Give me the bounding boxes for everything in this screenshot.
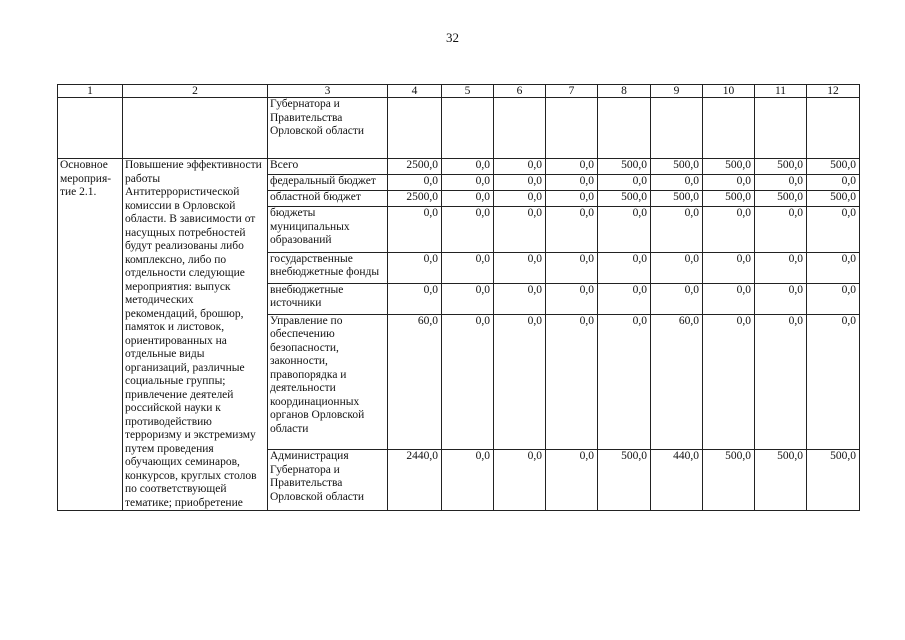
- source-cell: государственные внебюджетные фонды: [268, 252, 388, 283]
- value-cell: 60,0: [388, 314, 442, 449]
- value-cell: 0,0: [703, 252, 755, 283]
- value-cell: 0,0: [388, 252, 442, 283]
- value-cell: 0,0: [755, 207, 807, 253]
- header-cell: 11: [755, 85, 807, 98]
- value-cell: 0,0: [807, 207, 860, 253]
- value-cell: 0,0: [388, 283, 442, 314]
- value-cell: 0,0: [442, 283, 494, 314]
- value-cell: 0,0: [494, 159, 546, 175]
- value-cell: 500,0: [598, 450, 651, 511]
- empty-cell: [494, 98, 546, 159]
- source-cell: бюджеты муниципальных образований: [268, 207, 388, 253]
- value-cell: 500,0: [651, 191, 703, 207]
- value-cell: 0,0: [546, 175, 598, 191]
- empty-cell: [598, 98, 651, 159]
- header-cell: 9: [651, 85, 703, 98]
- value-cell: 0,0: [755, 175, 807, 191]
- header-cell: 6: [494, 85, 546, 98]
- value-cell: 0,0: [442, 450, 494, 511]
- header-cell: 12: [807, 85, 860, 98]
- value-cell: 0,0: [703, 207, 755, 253]
- empty-cell: [755, 98, 807, 159]
- value-cell: 500,0: [703, 159, 755, 175]
- value-cell: 0,0: [703, 283, 755, 314]
- header-cell: 3: [268, 85, 388, 98]
- source-cell: Управление по обеспечению безопасности, законности, правопорядка и деятельности координационных органов Орловской области: [268, 314, 388, 449]
- value-cell: 0,0: [494, 207, 546, 253]
- value-cell: 0,0: [442, 175, 494, 191]
- value-cell: 0,0: [442, 207, 494, 253]
- value-cell: 500,0: [598, 191, 651, 207]
- empty-cell: [388, 98, 442, 159]
- empty-cell: [58, 98, 123, 159]
- value-cell: 500,0: [755, 191, 807, 207]
- value-cell: 0,0: [807, 252, 860, 283]
- empty-cell: [807, 98, 860, 159]
- value-cell: 0,0: [651, 207, 703, 253]
- value-cell: 440,0: [651, 450, 703, 511]
- source-cell: Всего: [268, 159, 388, 175]
- value-cell: 0,0: [494, 175, 546, 191]
- value-cell: 500,0: [703, 450, 755, 511]
- value-cell: 0,0: [598, 252, 651, 283]
- value-cell: 0,0: [388, 175, 442, 191]
- value-cell: 0,0: [598, 207, 651, 253]
- value-cell: 0,0: [494, 314, 546, 449]
- value-cell: 0,0: [494, 450, 546, 511]
- source-cell: Администрация Губернатора и Правительства Орловской области: [268, 450, 388, 511]
- value-cell: 0,0: [546, 252, 598, 283]
- value-cell: 60,0: [651, 314, 703, 449]
- value-cell: 0,0: [807, 283, 860, 314]
- empty-cell: [546, 98, 598, 159]
- value-cell: 0,0: [494, 252, 546, 283]
- value-cell: 0,0: [651, 283, 703, 314]
- value-cell: 0,0: [442, 159, 494, 175]
- value-cell: 500,0: [755, 450, 807, 511]
- activity-description: Повышение эффективности работы Антитеррористической комиссии в Орловской области. В зависимости от насущных потребностей будут реализованы либо комплексно, либо по отдельности следующие мероприятия: выпуск методических рекомендаций, брошюр, памяток и листовок, ориентированных на отдельные виды организаций, различные социальные группы; привлечение деятелей российской науки к противодействию терроризму и экстремизму путем проведения обучающих семинаров, конкурсов, круглых столов по соответствующей тематике; приобретение: [123, 159, 268, 511]
- value-cell: 0,0: [546, 283, 598, 314]
- header-cell: 1: [58, 85, 123, 98]
- value-cell: 0,0: [651, 175, 703, 191]
- empty-cell: [703, 98, 755, 159]
- value-cell: 500,0: [703, 191, 755, 207]
- source-cell: федеральный бюджет: [268, 175, 388, 191]
- value-cell: 500,0: [598, 159, 651, 175]
- value-cell: 2500,0: [388, 191, 442, 207]
- value-cell: 0,0: [755, 252, 807, 283]
- value-cell: 0,0: [546, 450, 598, 511]
- header-cell: 8: [598, 85, 651, 98]
- value-cell: 0,0: [546, 314, 598, 449]
- value-cell: 0,0: [546, 191, 598, 207]
- value-cell: 0,0: [703, 175, 755, 191]
- table-body: [58, 85, 860, 511]
- header-cell: 10: [703, 85, 755, 98]
- budget-table: [57, 84, 860, 511]
- value-cell: 0,0: [598, 283, 651, 314]
- value-cell: 0,0: [807, 175, 860, 191]
- source-cell: внебюджетные источники: [268, 283, 388, 314]
- value-cell: 500,0: [807, 450, 860, 511]
- header-cell: 7: [546, 85, 598, 98]
- value-cell: 0,0: [546, 207, 598, 253]
- value-cell: 0,0: [388, 207, 442, 253]
- activity-code: Основное мероприя-тие 2.1.: [58, 159, 123, 511]
- value-cell: 0,0: [598, 314, 651, 449]
- funding-row: [58, 159, 860, 175]
- value-cell: 0,0: [494, 191, 546, 207]
- value-cell: 0,0: [703, 314, 755, 449]
- value-cell: 500,0: [807, 159, 860, 175]
- value-cell: 0,0: [598, 175, 651, 191]
- value-cell: 0,0: [442, 191, 494, 207]
- empty-cell: [442, 98, 494, 159]
- header-cell: 5: [442, 85, 494, 98]
- value-cell: 0,0: [755, 314, 807, 449]
- value-cell: 0,0: [442, 252, 494, 283]
- value-cell: 500,0: [807, 191, 860, 207]
- value-cell: 2500,0: [388, 159, 442, 175]
- header-row: [58, 85, 860, 98]
- empty-cell: [123, 98, 268, 159]
- page-number: 32: [446, 30, 459, 45]
- value-cell: 0,0: [546, 159, 598, 175]
- value-cell: 0,0: [807, 314, 860, 449]
- source-cell: Губернатора и Правительства Орловской области: [268, 98, 388, 159]
- value-cell: 0,0: [755, 283, 807, 314]
- source-cell: областной бюджет: [268, 191, 388, 207]
- empty-cell: [651, 98, 703, 159]
- value-cell: 500,0: [651, 159, 703, 175]
- value-cell: 0,0: [651, 252, 703, 283]
- value-cell: 0,0: [494, 283, 546, 314]
- value-cell: 2440,0: [388, 450, 442, 511]
- continuation-row: [58, 98, 860, 159]
- header-cell: 2: [123, 85, 268, 98]
- value-cell: 0,0: [442, 314, 494, 449]
- header-cell: 4: [388, 85, 442, 98]
- value-cell: 500,0: [755, 159, 807, 175]
